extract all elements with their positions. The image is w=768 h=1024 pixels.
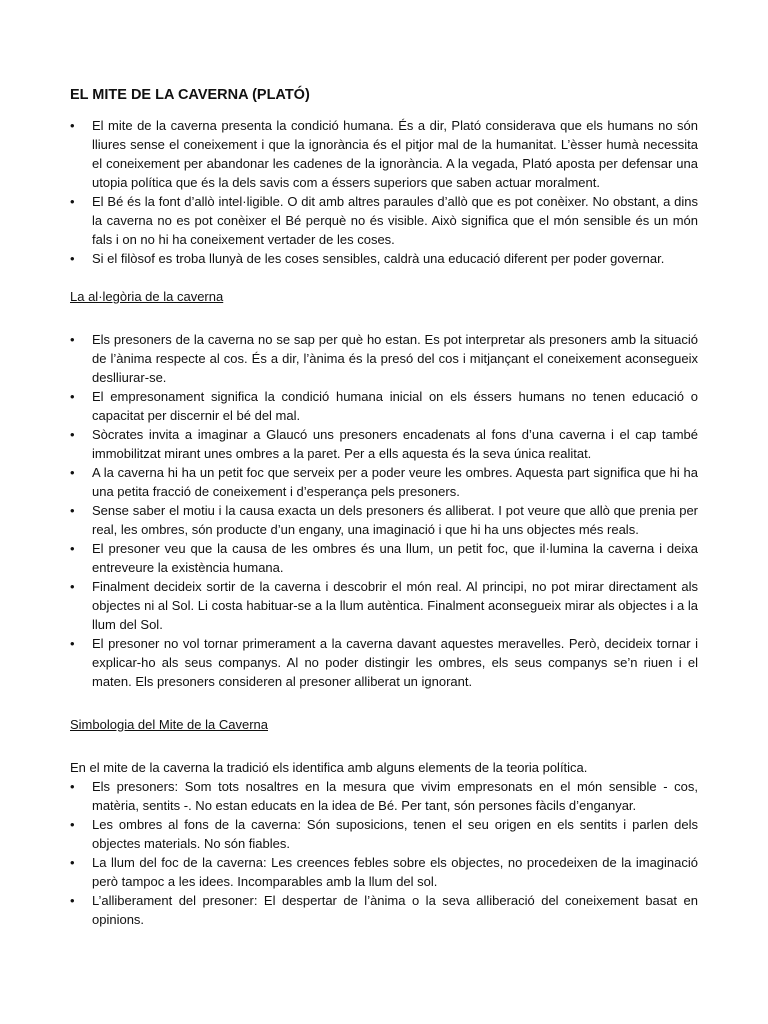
bullet-icon: • bbox=[70, 636, 75, 651]
list-item-text: Sòcrates invita a imaginar a Glaucó uns presoners encadenats al fons d’una caverna i el cap també immobilitzat mirant unes ombres a la paret. Per a ells aquesta és la seva única realitat. bbox=[92, 427, 698, 461]
bullet-icon: • bbox=[70, 465, 75, 480]
list-item-text: El empresonament significa la condició humana inicial on els éssers humans no tenen educació o capacitat per discernir el bé del mal. bbox=[92, 389, 698, 423]
bullet-icon: • bbox=[70, 118, 75, 133]
list-item-text: Els presoners: Som tots nosaltres en la mesura que vivim empresonats en el món sensible - cos, matèria, sentits -. No estan educats en la idea de Bé. Per tant, són persones fàcils d’enganyar. bbox=[92, 779, 698, 813]
list-item bbox=[70, 777, 698, 815]
bullet-icon: • bbox=[70, 251, 75, 266]
bullet-icon: • bbox=[70, 893, 75, 908]
section-heading-allegory: La al·legòria de la caverna bbox=[70, 289, 224, 304]
list-item-text: Sense saber el motiu i la causa exacta un dels presoners és alliberat. I pot veure que allò que prenia per real, les ombres, són producte d’un engany, una imaginació i que hi ha uns objectes més reals. bbox=[92, 503, 698, 537]
list-item bbox=[70, 249, 698, 268]
bullet-icon: • bbox=[70, 427, 75, 442]
list-item-text: Els presoners de la caverna no se sap per què ho estan. Es pot interpretar als presoners amb la situació de l’ànima respecte al cos. És a dir, l’ànima és la presó del cos i mitjançant el coneixement aconsegueix deslliurar-se. bbox=[92, 332, 698, 385]
list-item bbox=[70, 853, 698, 891]
list-item bbox=[70, 330, 698, 387]
list-item bbox=[70, 539, 698, 577]
list-item-text: Les ombres al fons de la caverna: Són suposicions, tenen el seu origen en els sentits i parlen dels objectes materials. No són fiables. bbox=[92, 817, 698, 851]
symbology-intro: En el mite de la caverna la tradició els identifica amb alguns elements de la teoria política. bbox=[70, 760, 588, 775]
allegory-bullet-list bbox=[70, 330, 698, 691]
spacer bbox=[70, 306, 698, 330]
bullet-icon: • bbox=[70, 194, 75, 209]
list-item-text: El Bé és la font d’allò intel·ligible. O dit amb altres paraules d’allò que es pot conèixer. No obstant, a dins la caverna no es pot conèixer el Bé perquè no és visible. Això significa que el món sensible és un món fals i on no hi ha coneixement vertader de les coses. bbox=[92, 194, 698, 247]
list-item bbox=[70, 116, 698, 192]
bullet-icon: • bbox=[70, 817, 75, 832]
bullet-icon: • bbox=[70, 579, 75, 594]
list-item bbox=[70, 192, 698, 249]
spacer bbox=[70, 691, 698, 715]
list-item-text: Si el filòsof es troba llunyà de les coses sensibles, caldrà una educació diferent per poder governar. bbox=[92, 251, 665, 266]
list-item bbox=[70, 634, 698, 691]
bullet-icon: • bbox=[70, 389, 75, 404]
bullet-icon: • bbox=[70, 541, 75, 556]
list-item-text: A la caverna hi ha un petit foc que serveix per a poder veure les ombres. Aquesta part significa que hi ha una petita fracció de coneixement i d’esperança pels presoners. bbox=[92, 465, 698, 499]
list-item-text: L’alliberament del presoner: El despertar de l’ànima o la seva alliberació del coneixement basat en opinions. bbox=[92, 893, 698, 927]
list-item-text: El presoner veu que la causa de les ombres és una llum, un petit foc, que il·lumina la caverna i deixa entreveure la existència humana. bbox=[92, 541, 698, 575]
document-title: EL MITE DE LA CAVERNA (PLATÓ) bbox=[70, 87, 310, 103]
list-item bbox=[70, 577, 698, 634]
spacer bbox=[70, 734, 698, 758]
spacer bbox=[70, 268, 698, 287]
bullet-icon: • bbox=[70, 332, 75, 347]
list-item bbox=[70, 463, 698, 501]
list-item bbox=[70, 425, 698, 463]
list-item bbox=[70, 891, 698, 929]
list-item bbox=[70, 387, 698, 425]
bullet-icon: • bbox=[70, 855, 75, 870]
symbology-bullet-list bbox=[70, 777, 698, 929]
list-item-text: El mite de la caverna presenta la condició humana. És a dir, Plató considerava que els humans no són lliures sense el coneixement i que la ignorància és el pitjor mal de la humanitat. L’èsser humà necessita el coneixement per abandonar les cadenes de la ignorància. A la vegada, Plató aposta per defensar una utopia política que és la dels savis com a éssers superiors que saben actuar moralment. bbox=[92, 118, 698, 190]
list-item-text: La llum del foc de la caverna: Les creences febles sobre els objectes, no procedeixen de la imaginació però tampoc a les idees. Incomparables amb la llum del sol. bbox=[92, 855, 698, 889]
bullet-icon: • bbox=[70, 503, 75, 518]
list-item-text: El presoner no vol tornar primerament a la caverna davant aquestes meravelles. Però, decideix tornar i explicar-ho als seus companys. Al no poder distingir les ombres, els seus companys se’n riuen i el maten. Els presoners consideren al presoner alliberat un ignorant. bbox=[92, 636, 698, 689]
section-heading-symbology: Simbologia del Mite de la Caverna bbox=[70, 717, 268, 732]
list-item bbox=[70, 815, 698, 853]
bullet-icon: • bbox=[70, 779, 75, 794]
list-item bbox=[70, 501, 698, 539]
list-item-text: Finalment decideix sortir de la caverna i descobrir el món real. Al principi, no pot mirar directament als objectes ni al Sol. Li costa habituar-se a la llum autèntica. Finalment aconsegueix mirar als objectes i a la llum del Sol. bbox=[92, 579, 698, 632]
intro-bullet-list bbox=[70, 116, 698, 268]
